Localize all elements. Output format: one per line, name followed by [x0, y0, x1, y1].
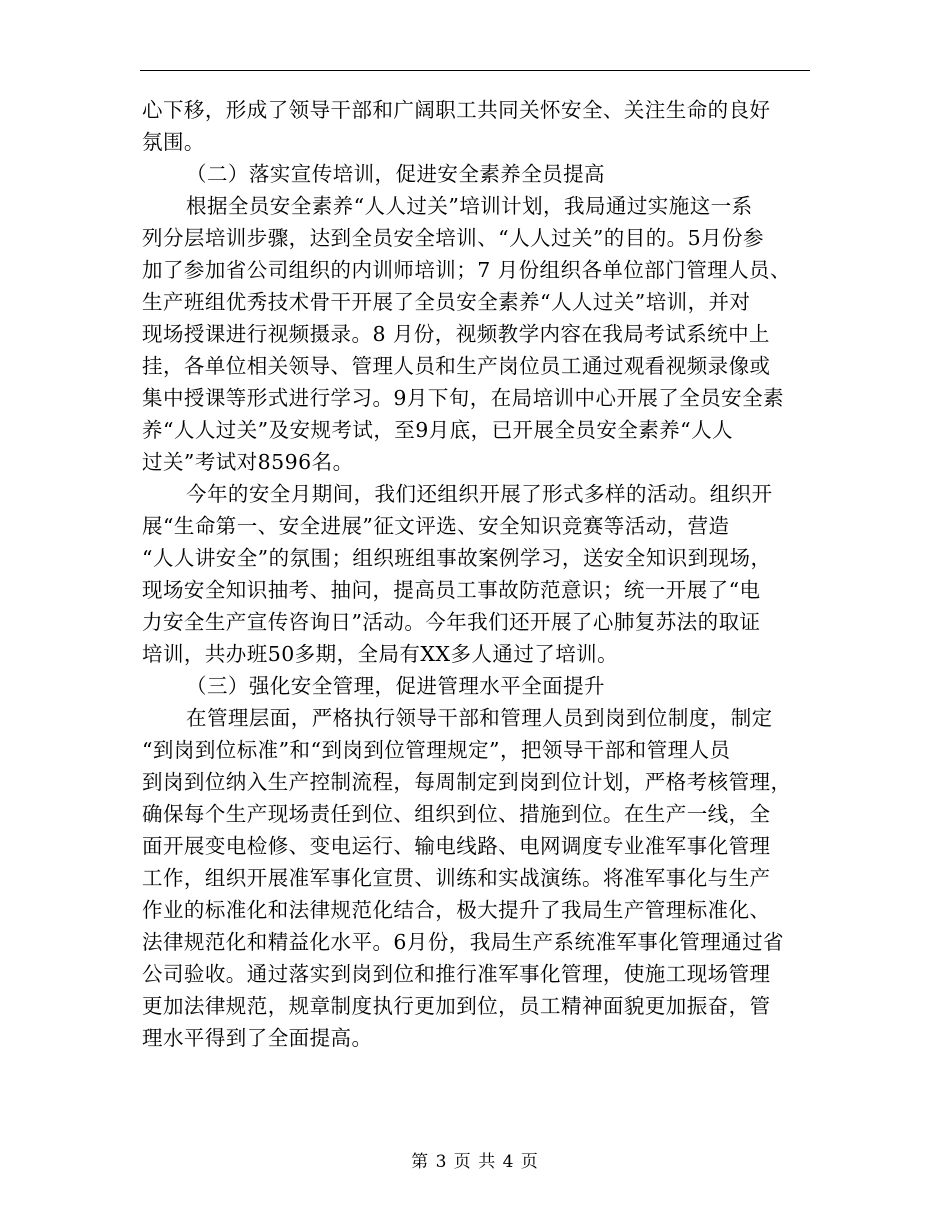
text-line: 法律规范化和精益化水平。6月份，我局生产系统准军事化管理通过省 — [142, 930, 784, 954]
text-line: 确保每个生产现场责任到位、组织到位、措施到位。在生产一线，全 — [142, 802, 771, 826]
text-line: 生产班组优秀技术骨干开展了全员安全素养“人人过关”培训，并对 — [142, 290, 751, 314]
text-line: 根据全员安全素养“人人过关”培训计划，我局通过实施这一系 — [186, 194, 753, 218]
text-line: 今年的安全月期间，我们还组织开展了形式多样的活动。组织开 — [186, 482, 773, 506]
text-line: 列分层培训步骤，达到全员安全培训、“人人过关”的目的。5月份参 — [142, 226, 764, 250]
text-line: 养“人人过关”及安规考试，至9月底，已开展全员安全素养“人人 — [142, 418, 733, 442]
text-line: （二）落实宣传培训，促进安全素养全员提高 — [186, 162, 605, 186]
text-line: 培训，共办班50多期，全局有XX多人通过了培训。 — [142, 642, 619, 666]
text-line: 在管理层面，严格执行领导干部和管理人员到岗到位制度，制定 — [186, 706, 773, 730]
text-line: “到岗到位标准”和“到岗到位管理规定”，把领导干部和管理人员 — [142, 738, 731, 762]
text-line: 公司验收。通过落实到岗到位和推行准军事化管理，使施工现场管理 — [142, 962, 771, 986]
text-line: 工作，组织开展准军事化宣贯、训练和实战演练。将准军事化与生产 — [142, 866, 771, 890]
header-rule — [140, 70, 810, 71]
text-line: 到岗到位纳入生产控制流程，每周制定到岗到位计划，严格考核管理， — [142, 770, 792, 794]
text-line: 展“生命第一、安全进展”征文评选、安全知识竞赛等活动，营造 — [142, 514, 730, 538]
text-line: 心下移，形成了领导干部和广阔职工共同关怀安全、关注生命的良好 — [142, 98, 771, 122]
text-line: “人人讲安全”的氛围；组织班组事故案例学习，送安全知识到现场， — [142, 546, 772, 570]
text-line: 氛围。 — [142, 130, 205, 154]
text-line: 加了参加省公司组织的内训师培训；7 月份组织各单位部门管理人员、 — [142, 258, 791, 282]
text-line: 更加法律规范，规章制度执行更加到位，员工精神面貌更加振奋，管 — [142, 994, 771, 1018]
text-line: 挂，各单位相关领导、管理人员和生产岗位员工通过观看视频录像或 — [142, 354, 771, 378]
text-line: 力安全生产宣传咨询日”活动。今年我们还开展了心肺复苏法的取证 — [142, 610, 761, 634]
text-line: 作业的标准化和法律规范化结合，极大提升了我局生产管理标准化、 — [142, 898, 771, 922]
text-line: 集中授课等形式进行学习。9月下旬，在局培训中心开展了全员安全素 — [142, 386, 784, 410]
text-line: 面开展变电检修、变电运行、输电线路、电网调度专业准军事化管理 — [142, 834, 771, 858]
text-line: 理水平得到了全面提高。 — [142, 1026, 373, 1050]
page-footer — [0, 1150, 950, 1174]
text-line: 现场授课进行视频摄录。8 月份，视频教学内容在我局考试系统中上 — [142, 322, 771, 346]
text-line: （三）强化安全管理，促进管理水平全面提升 — [186, 674, 605, 698]
text-line: 过关”考试对8596名。 — [142, 450, 354, 474]
text-line: 现场安全知识抽考、抽问，提高员工事故防范意识；统一开展了“电 — [142, 578, 761, 602]
body-text — [142, 94, 812, 1054]
page-number-label: 第 3 页 共 4 页 — [411, 1152, 539, 1172]
